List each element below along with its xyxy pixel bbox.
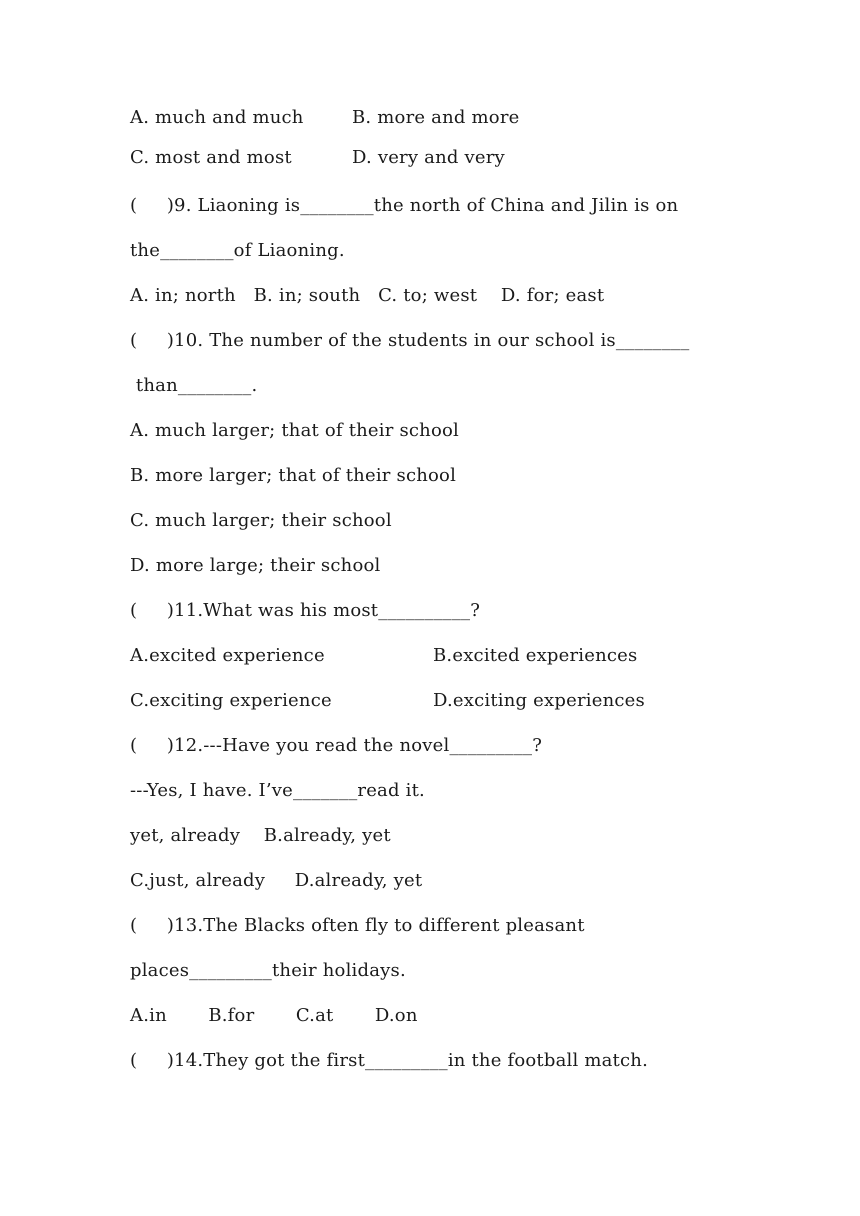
q12-line1: ( )12.---Have you read the novel_________? — [130, 735, 543, 756]
q10-option-c: C. much larger; their school — [130, 510, 392, 531]
q12-options-2: C.just, already D.already, yet — [130, 870, 423, 891]
q12-options-1: yet, already B.already, yet — [130, 825, 391, 846]
q8-option-c: C. most and most — [130, 147, 292, 168]
q10-option-d: D. more large; their school — [130, 555, 381, 576]
q8-option-a: A. much and much — [130, 107, 304, 128]
q13-line2: places_________their holidays. — [130, 960, 406, 981]
q8-option-d: D. very and very — [352, 147, 505, 168]
q8-option-b: B. more and more — [352, 107, 520, 128]
q14-line1: ( )14.They got the first_________in the football match. — [130, 1050, 648, 1071]
q11-line1: ( )11.What was his most__________? — [130, 600, 481, 621]
q13-line1: ( )13.The Blacks often fly to different pleasant — [130, 915, 585, 936]
q13-options: A.in B.for C.at D.on — [130, 1005, 418, 1026]
q9-options: A. in; north B. in; south C. to; west D. for; east — [130, 285, 605, 306]
q11-option-c: C.exciting experience — [130, 690, 332, 711]
q10-line1: ( )10. The number of the students in our school is________ — [130, 330, 690, 351]
q11-option-a: A.excited experience — [130, 645, 325, 666]
q12-line2: ---Yes, I have. I’ve_______read it. — [130, 780, 425, 801]
q11-option-d: D.exciting experiences — [433, 690, 645, 711]
q10-option-b: B. more larger; that of their school — [130, 465, 457, 486]
q10-line2: than________. — [130, 375, 258, 396]
q9-line1: ( )9. Liaoning is________the north of China and Jilin is on — [130, 195, 679, 216]
q10-option-a: A. much larger; that of their school — [130, 420, 459, 441]
q11-option-b: B.excited experiences — [433, 645, 638, 666]
q9-line2: the________of Liaoning. — [130, 240, 345, 261]
